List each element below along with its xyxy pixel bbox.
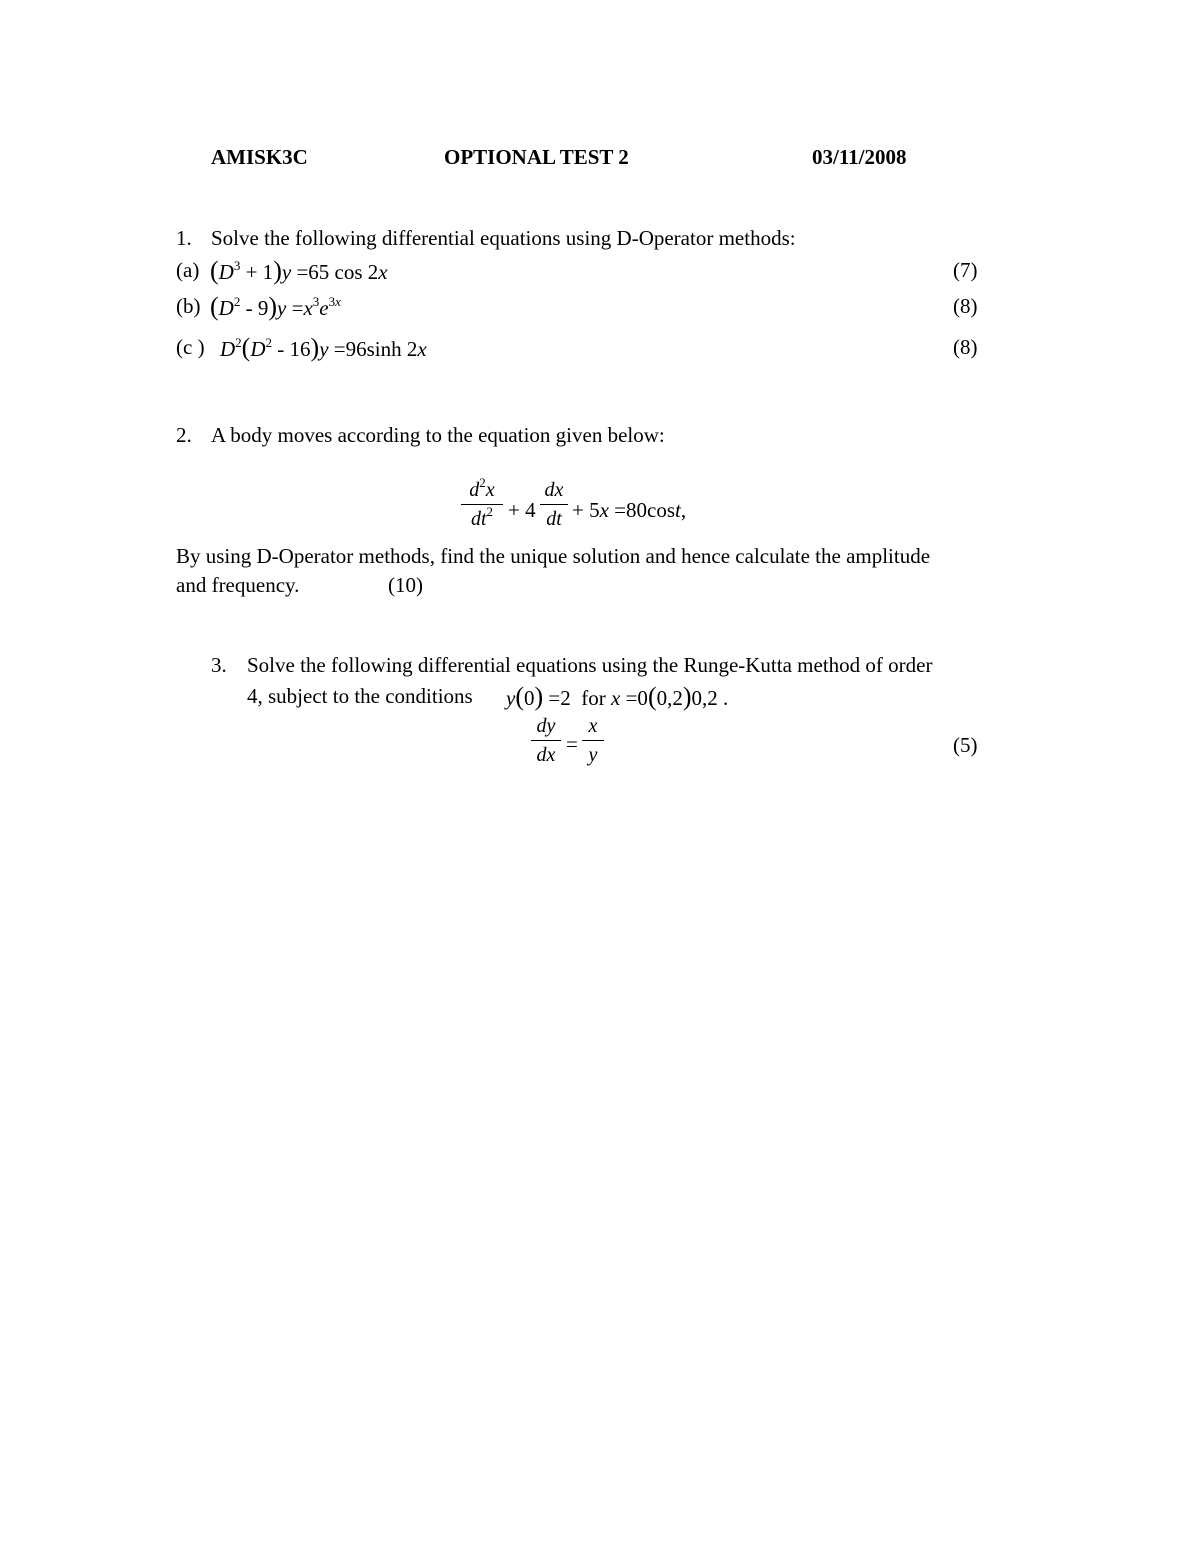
q2-text-line1: By using D-Operator methods, find the unique solution and hence calculate the amplitude: [176, 544, 931, 568]
q1b-label: (b): [176, 294, 201, 318]
q1c-equation: $D^2(D^2 - 16)y =96\sinh$ 2x: [220, 333, 427, 362]
q1c-label: (c ): [176, 335, 205, 359]
q3-number: 3.: [211, 653, 227, 677]
q3-marks: (5): [953, 733, 978, 757]
course-code: AMISK3C: [211, 145, 308, 169]
q1a-marks: (7): [953, 258, 978, 282]
q2-frac-dx-dt: dx dt: [540, 480, 568, 529]
q2-frac-d2x-dt2: $d^2x$ $dt^2$: [461, 480, 503, 529]
q2-marks: (10): [388, 573, 423, 597]
q2-text-line2: and frequency.: [176, 573, 300, 597]
q1-number: 1.: [176, 226, 192, 250]
q1-text: Solve the following differential equations using D-Operator methods:: [211, 226, 796, 250]
q3-frac-x-y: x y: [582, 716, 604, 765]
q3-text-line2: 4, subject to the conditions: [247, 684, 473, 708]
test-title: OPTIONAL TEST 2: [444, 145, 629, 169]
q3-equals: =: [566, 732, 578, 756]
q2-number: 2.: [176, 423, 192, 447]
q2-plus4: + 4: [508, 498, 536, 522]
q2-rhs: + 5x =80cost,: [572, 498, 687, 522]
q3-conditions: y(0) =2 for x =0(0,2)0,2 .: [506, 682, 729, 711]
q1a-equation: $(D^3 + 1)y =65$ cos 2x: [210, 256, 388, 285]
q1b-marks: (8): [953, 294, 978, 318]
q1a-label: (a): [176, 258, 200, 282]
q3-text-line1: Solve the following differential equations using the Runge-Kutta method of order: [247, 653, 933, 677]
q3-frac-dy-dx: dy dx: [531, 716, 561, 765]
q1c-marks: (8): [953, 335, 978, 359]
q2-intro: A body moves according to the equation given below:: [211, 423, 665, 447]
q1b-equation: $(D^2 - 9)y =x^3e^{3x}$: [210, 292, 341, 321]
test-date: 03/11/2008: [812, 145, 907, 169]
